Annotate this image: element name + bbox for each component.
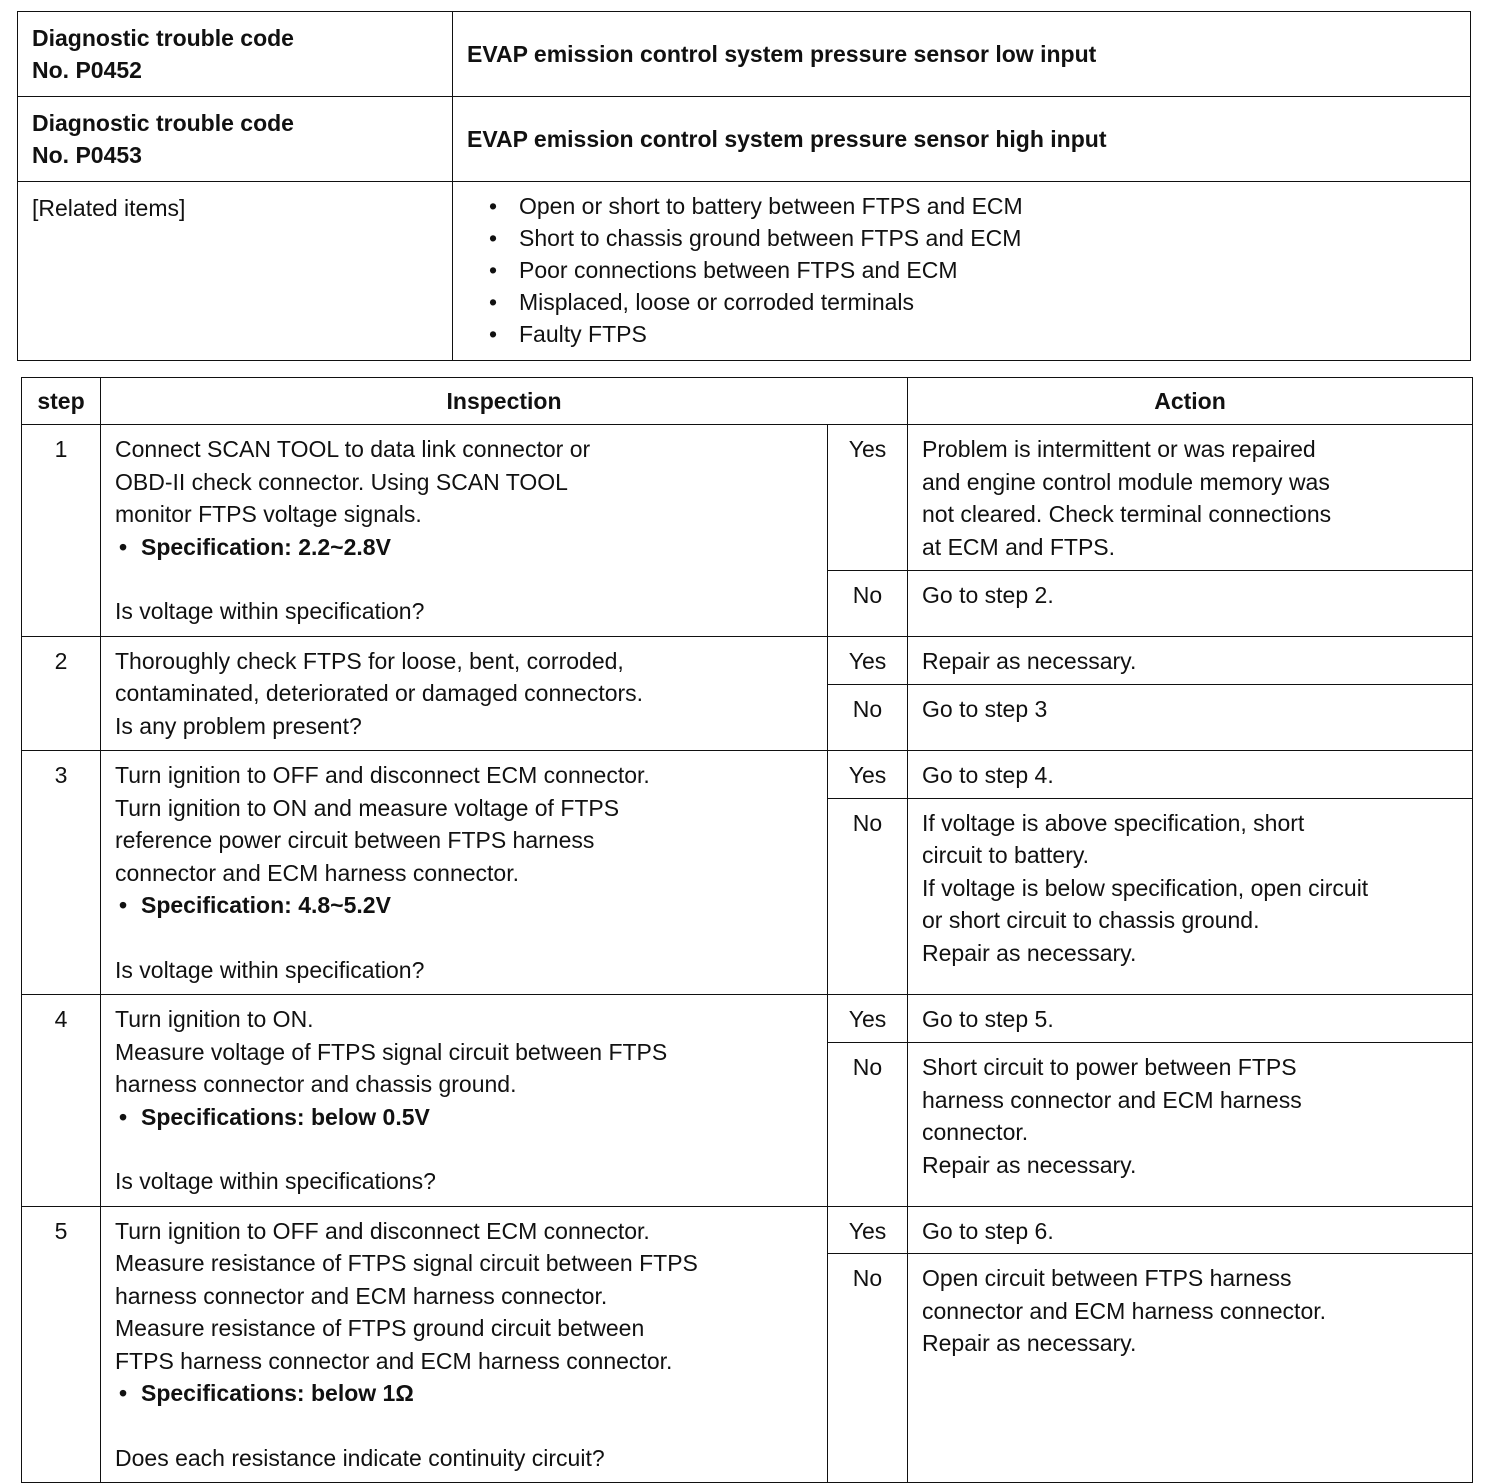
action-line: or short circuit to chassis ground. bbox=[922, 907, 1260, 934]
action-line: Repair as necessary. bbox=[922, 1330, 1137, 1357]
action-line: Repair as necessary. bbox=[922, 939, 1137, 966]
inspection-table bbox=[21, 377, 1473, 1483]
action-line: Go to step 2. bbox=[922, 582, 1054, 609]
inspection-cell bbox=[101, 995, 828, 1207]
inspection-line: harness connector and ECM harness connector. bbox=[115, 1282, 608, 1309]
inspection-question: Does each resistance indicate continuity circuit? bbox=[115, 1444, 605, 1471]
dtc-row-p0453 bbox=[18, 97, 1471, 182]
related-items-label: [Related items] bbox=[18, 182, 453, 361]
inspection-line: Connect SCAN TOOL to data link connector or bbox=[115, 436, 591, 462]
related-items-row bbox=[18, 182, 1471, 361]
action-line: Repair as necessary. bbox=[922, 647, 1137, 674]
inspection-question: Is voltage within specification? bbox=[115, 956, 425, 983]
step-number: 5 bbox=[22, 1206, 101, 1483]
action-no bbox=[908, 798, 1473, 994]
inspection-line: Measure voltage of FTPS signal circuit between FTPS bbox=[115, 1038, 668, 1065]
action-no bbox=[908, 1254, 1473, 1483]
dtc-code: No. P0452 bbox=[32, 57, 142, 83]
inspection-question: Is voltage within specifications? bbox=[115, 1168, 436, 1194]
action-line: Problem is intermittent or was repaired bbox=[922, 436, 1316, 462]
dtc-label-cell bbox=[18, 12, 453, 97]
inspection-line: FTPS harness connector and ECM harness connector. bbox=[115, 1347, 673, 1374]
dtc-description: EVAP emission control system pressure sensor high input bbox=[453, 97, 1471, 182]
step-number: 2 bbox=[22, 636, 101, 751]
action-line: Go to step 6. bbox=[922, 1217, 1054, 1244]
dtc-row-p0452 bbox=[18, 12, 1471, 97]
inspection-line: monitor FTPS voltage signals. bbox=[115, 501, 422, 527]
table-header-row bbox=[22, 378, 1473, 425]
inspection-line: Measure resistance of FTPS signal circuit between FTPS bbox=[115, 1250, 698, 1276]
inspection-line: Turn ignition to OFF and disconnect ECM connector. bbox=[115, 1217, 650, 1244]
inspection-line: harness connector and chassis ground. bbox=[115, 1071, 517, 1097]
specification: • Specification: 4.8~5.2V bbox=[115, 889, 817, 922]
action-yes bbox=[908, 425, 1473, 571]
header-inspection: Inspection bbox=[101, 378, 908, 425]
no-label: No bbox=[828, 798, 908, 994]
table-row bbox=[22, 1206, 1473, 1254]
step-number: 1 bbox=[22, 425, 101, 637]
header-action: Action bbox=[908, 378, 1473, 425]
step-number: 4 bbox=[22, 995, 101, 1207]
related-items-cell bbox=[453, 182, 1471, 361]
dtc-table bbox=[17, 11, 1471, 361]
action-no bbox=[908, 571, 1473, 636]
action-line: Open circuit between FTPS harness bbox=[922, 1265, 1292, 1292]
dtc-label: Diagnostic trouble code bbox=[32, 25, 294, 51]
specification: • Specifications: below 1Ω bbox=[115, 1377, 817, 1410]
inspection-line: connector and ECM harness connector. bbox=[115, 859, 520, 886]
no-label: No bbox=[828, 1043, 908, 1206]
specification: • Specifications: below 0.5V bbox=[115, 1101, 817, 1134]
action-yes bbox=[908, 751, 1473, 799]
list-item: • Poor connections between FTPS and ECM bbox=[519, 254, 1456, 286]
inspection-line: reference power circuit between FTPS harness bbox=[115, 827, 595, 853]
yes-label: Yes bbox=[828, 751, 908, 799]
yes-label: Yes bbox=[828, 636, 908, 684]
table-row bbox=[22, 636, 1473, 684]
dtc-description: EVAP emission control system pressure sensor low input bbox=[453, 12, 1471, 97]
yes-label: Yes bbox=[828, 1206, 908, 1254]
list-item: • Open or short to battery between FTPS and ECM bbox=[519, 190, 1456, 222]
no-label: No bbox=[828, 684, 908, 750]
action-line: and engine control module memory was bbox=[922, 468, 1330, 495]
step-number: 3 bbox=[22, 751, 101, 995]
action-line: not cleared. Check terminal connections bbox=[922, 501, 1332, 527]
action-line: circuit to battery. bbox=[922, 842, 1090, 869]
action-no bbox=[908, 1043, 1473, 1206]
header-step: step bbox=[22, 378, 101, 425]
action-line: Short circuit to power between FTPS bbox=[922, 1054, 1297, 1081]
action-yes bbox=[908, 636, 1473, 684]
no-label: No bbox=[828, 571, 908, 636]
inspection-line: Turn ignition to OFF and disconnect ECM connector. bbox=[115, 762, 650, 788]
inspection-cell bbox=[101, 751, 828, 995]
action-yes bbox=[908, 1206, 1473, 1254]
related-items-list bbox=[467, 190, 1456, 350]
inspection-line: contaminated, deteriorated or damaged connectors. bbox=[115, 680, 644, 706]
dtc-label-cell bbox=[18, 97, 453, 182]
inspection-line: Measure resistance of FTPS ground circuit between bbox=[115, 1315, 645, 1341]
action-yes bbox=[908, 995, 1473, 1043]
inspection-line: OBD-II check connector. Using SCAN TOOL bbox=[115, 468, 568, 495]
inspection-line: Turn ignition to ON and measure voltage of FTPS bbox=[115, 794, 620, 821]
action-line: connector. bbox=[922, 1119, 1029, 1146]
list-item: • Short to chassis ground between FTPS and ECM bbox=[519, 222, 1456, 254]
inspection-question: Is voltage within specification? bbox=[115, 598, 425, 624]
yes-label: Yes bbox=[828, 995, 908, 1043]
no-label: No bbox=[828, 1254, 908, 1483]
table-row bbox=[22, 751, 1473, 799]
specification: • Specification: 2.2~2.8V bbox=[115, 531, 817, 564]
inspection-line: Is any problem present? bbox=[115, 712, 362, 739]
inspection-cell bbox=[101, 425, 828, 637]
action-line: Repair as necessary. bbox=[922, 1151, 1137, 1178]
action-line: harness connector and ECM harness bbox=[922, 1086, 1302, 1113]
action-line: If voltage is above specification, short bbox=[922, 809, 1305, 836]
inspection-cell bbox=[101, 1206, 828, 1483]
table-row bbox=[22, 995, 1473, 1043]
table-row bbox=[22, 425, 1473, 571]
inspection-line: Turn ignition to ON. bbox=[115, 1006, 314, 1032]
action-line: connector and ECM harness connector. bbox=[922, 1297, 1327, 1324]
action-line: If voltage is below specification, open circuit bbox=[922, 874, 1369, 901]
yes-label: Yes bbox=[828, 425, 908, 571]
list-item: • Faulty FTPS bbox=[519, 318, 1456, 350]
action-line: Go to step 4. bbox=[922, 762, 1054, 788]
dtc-label: Diagnostic trouble code bbox=[32, 110, 294, 136]
dtc-code: No. P0453 bbox=[32, 142, 142, 168]
inspection-cell bbox=[101, 636, 828, 751]
action-line: at ECM and FTPS. bbox=[922, 533, 1116, 560]
action-line: Go to step 5. bbox=[922, 1006, 1054, 1032]
list-item: • Misplaced, loose or corroded terminals bbox=[519, 286, 1456, 318]
action-no bbox=[908, 684, 1473, 750]
action-line: Go to step 3 bbox=[922, 695, 1048, 722]
inspection-line: Thoroughly check FTPS for loose, bent, corroded, bbox=[115, 647, 624, 674]
